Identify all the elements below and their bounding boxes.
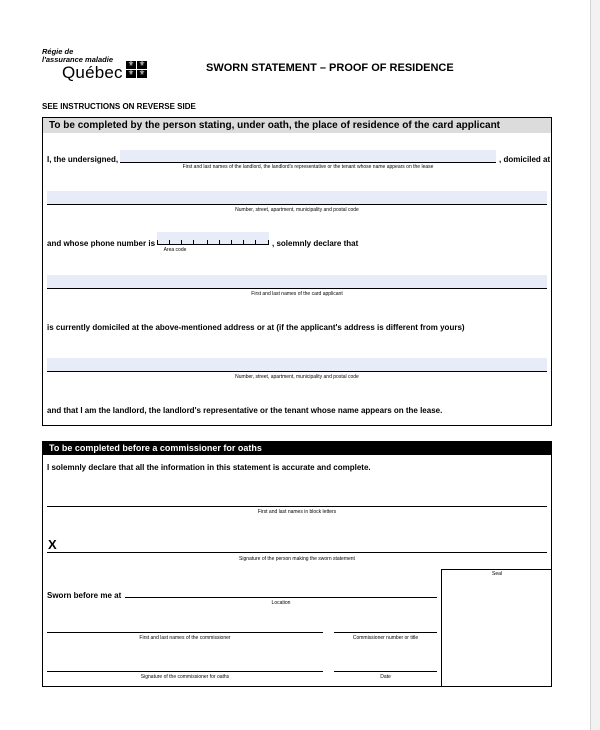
date-caption: Date [380,674,391,680]
sworn-before-label: Sworn before me at [47,591,122,600]
date-field[interactable] [334,657,437,672]
applicant-name-caption: First and last names of the card applicant [251,291,343,297]
phone-number-field[interactable] [157,232,269,245]
landlord-address-caption: Number, street, apartment, municipality and postal code [235,207,359,213]
province-wordmark: Québec [62,63,123,82]
commissioner-name-field[interactable] [47,620,323,633]
applicant-address-field[interactable] [47,358,547,372]
form-title: SWORN STATEMENT – PROOF OF RESIDENCE [206,62,454,74]
area-code-caption: Area code [163,247,187,253]
seal-box [441,569,552,687]
location-caption: Location [271,600,291,606]
applicant-address-caption: Number, street, apartment, municipality and postal code [235,374,359,380]
phone-label: and whose phone number is [47,239,156,248]
accuracy-declaration: I solemnly declare that all the information in this statement is accurate and complete. [47,463,371,472]
landlord-name-caption: First and last names of the landlord, the landlord's representative or the tenant whose name appears on the lease [182,164,434,170]
section1-heading: To be completed by the person stating, under oath, the place of residence of the card applicant [43,118,551,133]
commissioner-name-caption: First and last names of the commissioner [139,635,231,641]
section2-heading: To be completed before a commissioner for oaths [43,442,551,455]
commissioner-signature-field[interactable] [47,657,323,672]
instructions-note: SEE INSTRUCTIONS ON REVERSE SIDE [42,102,196,111]
domiciled-label: , domiciled at [499,155,551,164]
agency-name [42,48,113,64]
seal-label: Seal [491,571,502,577]
applicant-name-field[interactable] [47,275,547,289]
commissioner-number-field[interactable] [334,620,437,633]
location-field[interactable] [125,585,437,598]
landlord-address-field[interactable] [47,191,547,205]
fleurdelise-flag-icon: ⚜ ⚜ ⚜ ⚜ [127,61,146,77]
commissioner-number-caption: Commissioner number or title [352,635,419,641]
block-letters-name-field[interactable] [47,493,547,507]
undersigned-label: I, the undersigned, [47,155,119,164]
signature-x-mark: X [48,537,57,552]
section-commissioner [42,441,552,687]
block-letters-caption: First and last names in block letters [257,509,337,515]
landlord-name-field[interactable] [120,150,496,163]
agency-line2: l'assurance maladie [42,55,113,64]
agency-line1: Régie de [42,47,74,56]
landlord-statement: and that I am the landlord, the landlord's representative or the tenant whose name appears on the lease. [47,406,443,415]
declarant-signature-caption: Signature of the person making the sworn statement [239,556,355,562]
domiciled-statement: is currently domiciled at the above-mentioned address or at (if the applicant's address is different from yours) [47,323,465,332]
commissioner-signature-caption: Signature of the commissioner for oaths [140,674,230,680]
section-landlord-statement [42,117,552,426]
declarant-signature-field[interactable] [47,539,547,553]
solemnly-declare-label: , solemnly declare that [272,239,359,248]
